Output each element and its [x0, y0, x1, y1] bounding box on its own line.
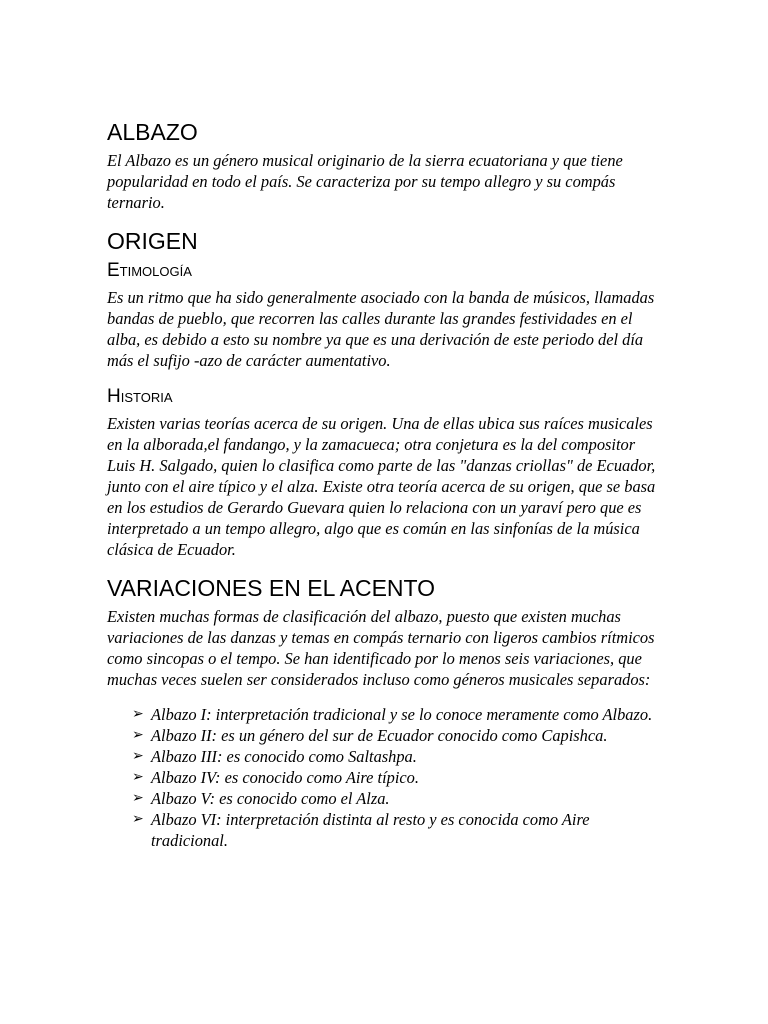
heading-historia: Historia [107, 386, 173, 407]
arrow-bullet-icon: ➢ [132, 707, 144, 722]
list-item [132, 725, 667, 746]
variaciones-list [107, 704, 667, 851]
arrow-bullet-icon: ➢ [132, 812, 144, 827]
arrow-bullet-icon: ➢ [132, 749, 144, 764]
document-content [107, 118, 667, 851]
list-item [132, 809, 667, 851]
list-item-text: Albazo II: es un género del sur de Ecuador conocido como Capishca. [151, 726, 608, 745]
arrow-bullet-icon: ➢ [132, 791, 144, 806]
arrow-bullet-icon: ➢ [132, 728, 144, 743]
paragraph-albazo-intro: El Albazo es un género musical originario de la sierra ecuatoriana y que tiene popularidad en todo el país. Se caracteriza por su tempo allegro y su compás ternario. [107, 151, 623, 212]
paragraph-etimologia: Es un ritmo que ha sido generalmente asociado con la banda de músicos, llamadas bandas de pueblo, que recorren las calles durante las grandes festividades en el alba, es debido a esto su nombre ya que es una derivación de este periodo del día más el sufijo -azo de carácter aumentativo. [107, 288, 655, 370]
heading-origen: ORIGEN [107, 228, 198, 254]
heading-etimologia: Etimología [107, 260, 192, 281]
list-item [132, 746, 667, 767]
heading-albazo: ALBAZO [107, 119, 198, 145]
list-item [132, 767, 667, 788]
list-item-text: Albazo III: es conocido como Saltashpa. [151, 747, 417, 766]
list-item-text: Albazo IV: es conocido como Aire típico. [151, 768, 419, 787]
arrow-bullet-icon: ➢ [132, 770, 144, 785]
paragraph-historia: Existen varias teorías acerca de su origen. Una de ellas ubica sus raíces musicales en la alborada,el fandango, y la zamacueca; otra conjetura es la del compositor Luis H. Salgado, quien lo clasifica como parte de las "danzas criollas" de Ecuador, junto con el aire típico y el alza. Existe otra teoría acerca de su origen, que se basa en los estudios de Gerardo Guevara quien lo relaciona con un yaraví pero que es interpretado a un tempo allegro, algo que es común en las sinfonías de la música clásica de Ecuador. [107, 414, 656, 559]
list-item-text: Albazo I: interpretación tradicional y se lo conoce meramente como Albazo. [151, 705, 653, 724]
heading-variaciones: VARIACIONES EN EL ACENTO [107, 575, 436, 601]
list-item-text: Albazo VI: interpretación distinta al resto y es conocida como Aire tradicional. [151, 810, 590, 850]
list-item [132, 788, 667, 809]
list-item-text: Albazo V: es conocido como el Alza. [151, 789, 390, 808]
paragraph-variaciones: Existen muchas formas de clasificación del albazo, puesto que existen muchas variaciones de las danzas y temas en compás ternario con ligeros cambios rítmicos como sincopas o el tempo. Se han identificado por lo menos seis variaciones, que muchas veces suelen ser considerados incluso como géneros musicales separados: [107, 607, 655, 689]
list-item [132, 704, 667, 725]
